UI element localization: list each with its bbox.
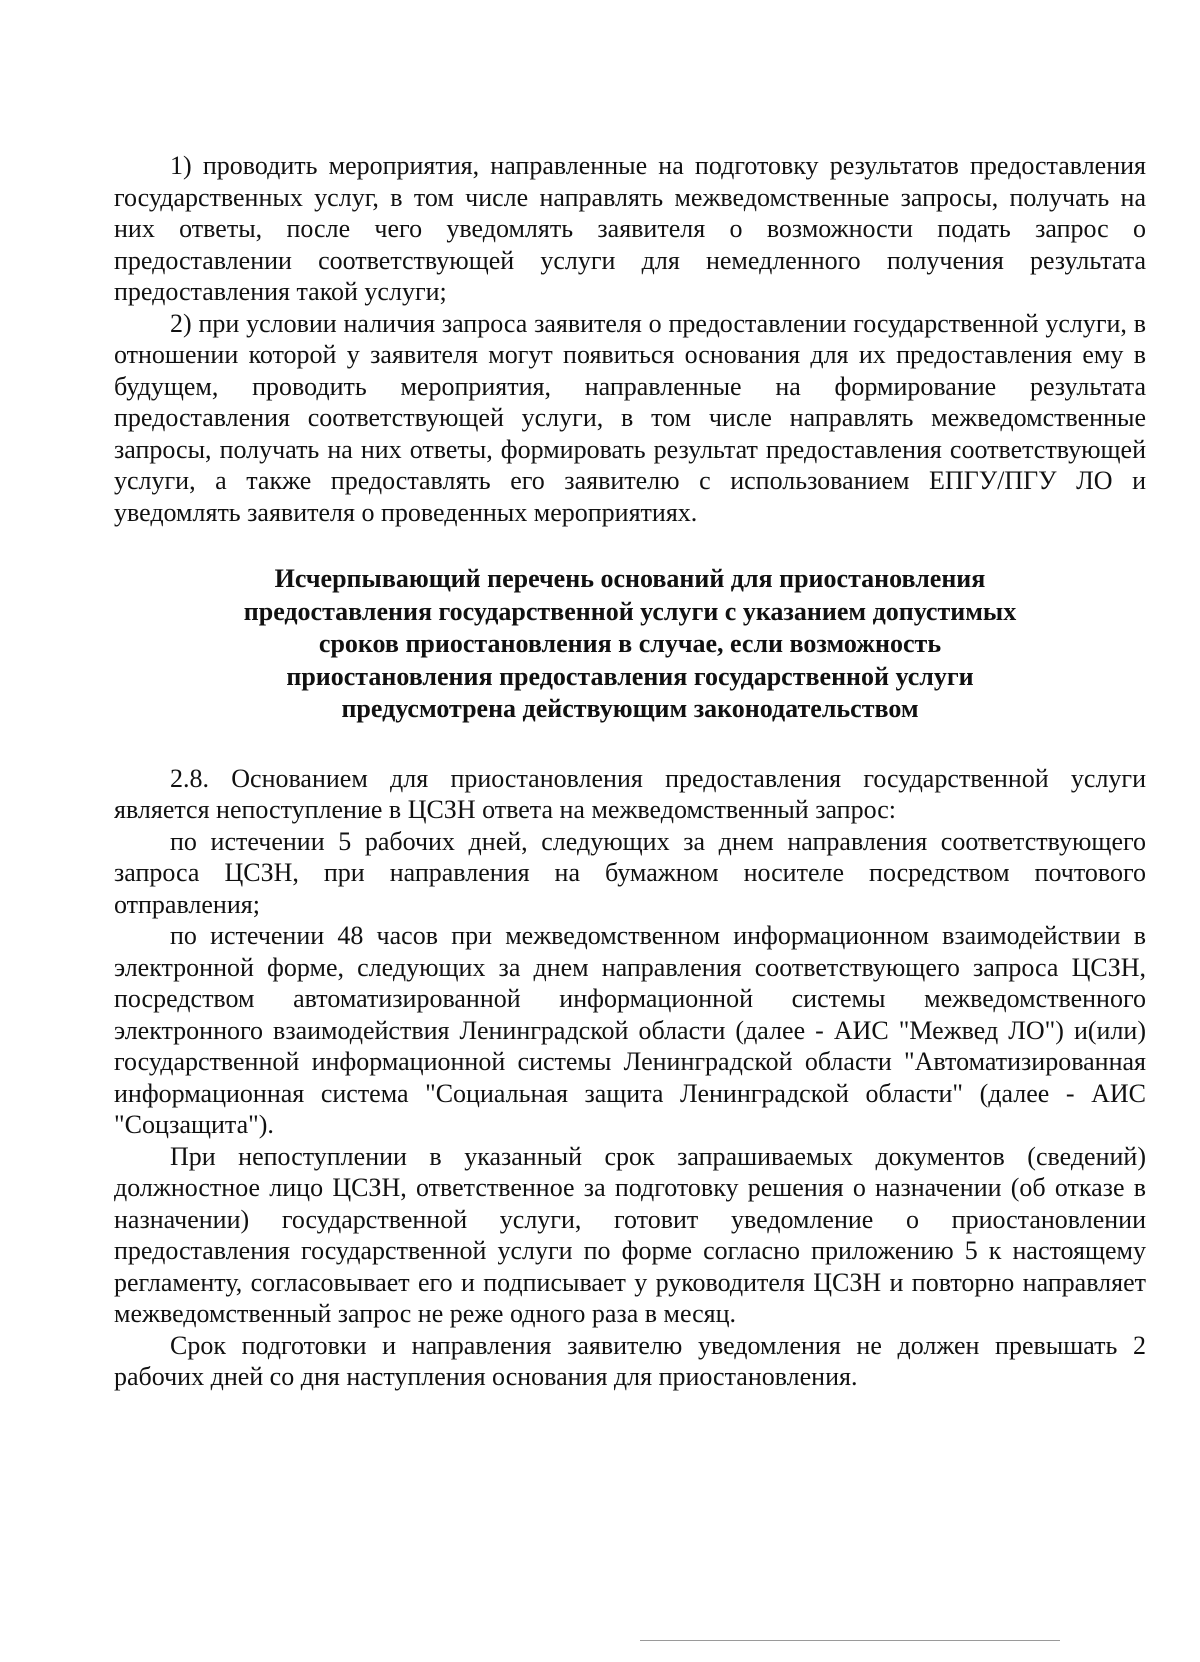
paragraph-non-receipt: При непоступлении в указанный срок запрашиваемых документов (сведений) должностное лицо ЦСЗН, ответственное за подготовку решения о назначении (об отказе в назначении) государственной услуги, готовит уведомление о приостановлении предоставления государственной услуги по форме согласно приложению 5 к настоящему регламенту, согласовывает его и подписывает у руководителя ЦСЗН и повторно направляет межведомственный запрос не реже одного раза в месяц.: [114, 1141, 1146, 1328]
heading-line-1: Исчерпывающий перечень оснований для приостановления: [274, 564, 986, 593]
heading-line-5: предусмотрена действующим законодательством: [341, 694, 919, 723]
paragraph-5-days: по истечении 5 рабочих дней, следующих за днем направления соответствующего запроса ЦСЗН, при направления на бумажном носителе посредством почтового отправления;: [114, 826, 1146, 919]
heading-line-3: сроков приостановления в случае, если возможность: [318, 629, 942, 658]
section-heading: [114, 563, 1146, 726]
list-item-2: 2) при условии наличия запроса заявителя о предоставлении государственной услуги, в отношении которой у заявителя могут появиться основания для их предоставления ему в будущем, проводить мероприятия, направленные на формирование результата предоставления соответствующей услуги, в том числе направлять межведомственные запросы, получать на них ответы, формировать результат предоставления соответствующей услуги, а также предоставлять его заявителю с использованием ЕПГУ/ПГУ ЛО и уведомлять заявителя о проведенных мероприятиях.: [114, 308, 1146, 527]
document-body: [114, 150, 1146, 1393]
paragraph-notification-term: Срок подготовки и направления заявителю уведомления не должен превышать 2 рабочих дней со дня наступления основания для приостановления.: [114, 1330, 1146, 1391]
heading-line-2: предоставления государственной услуги с указанием допустимых: [243, 596, 1017, 626]
paragraph-2-8: 2.8. Основанием для приостановления предоставления государственной услуги является непоступление в ЦСЗН ответа на межведомственный запрос:: [114, 763, 1146, 824]
footer-divider: [640, 1640, 1060, 1641]
list-item-1: 1) проводить мероприятия, направленные на подготовку результатов предоставления государственных услуг, в том числе направлять межведомственные запросы, получать на них ответы, после чего уведомлять заявителя о возможности подать запрос о предоставлении соответствующей услуги для немедленного получения результата предоставления такой услуги;: [114, 151, 1146, 306]
heading-line-4: приостановления предоставления государственной услуги: [286, 661, 974, 691]
paragraph-48-hours: по истечении 48 часов при межведомственном информационном взаимодействии в электронной форме, следующих за днем направления соответствующего запроса ЦСЗН, посредством автоматизированной информационной системы межведомственного электронного взаимодействия Ленинградской области (далее - АИС "Межвед ЛО") и(или) государственной информационной системы Ленинградской области "Автоматизированная информационная система "Социальная защита Ленинградской области" (далее - АИС "Соцзащита").: [114, 921, 1146, 1139]
